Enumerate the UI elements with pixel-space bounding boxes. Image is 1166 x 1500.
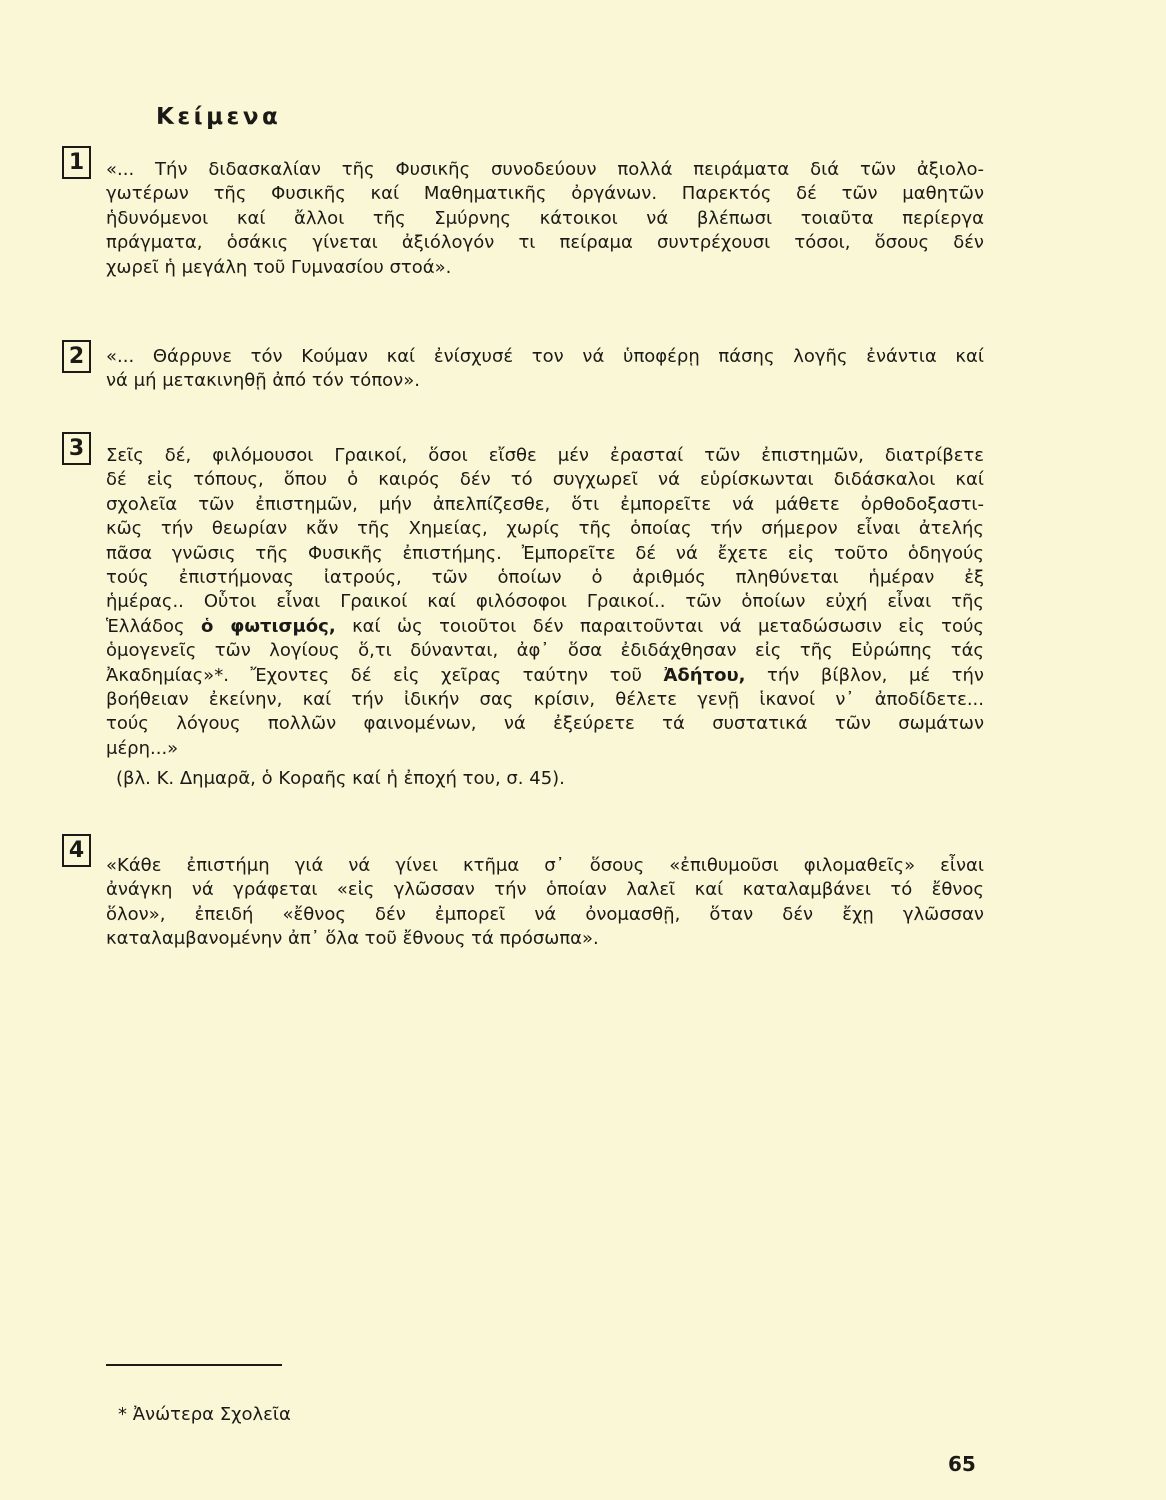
text-line: τούς ἐπιστήμονας ἰατρούς, τῶν ὁποίων ὁ ἀριθμός πληθύνεται ἡμέραν ἐξ (106, 567, 984, 589)
section-number-box-3: 3 (62, 432, 91, 465)
bold-phrase: Ἀδήτου, (663, 664, 746, 686)
text-line: καταλαμβανομένην ἀπ᾽ ὅλα τοῦ ἔθνους τά πρόσωπα». (106, 928, 599, 950)
citation: (βλ. Κ. Δημαρᾶ, ὁ Κοραῆς καί ἡ ἐποχή του, σ. 45). (116, 768, 565, 790)
text-line: ἀνάγκη νά γράφεται «εἰς γλῶσσαν τήν ὁποίαν λαλεῖ καί καταλαμβάνει τό ἔθνος (106, 879, 984, 901)
show-through-text (272, 300, 281, 333)
text-line: χωρεῖ ἡ μεγάλη τοῦ Γυμνασίου στοά». (106, 256, 452, 278)
text-block-4 (106, 854, 984, 952)
text-line: ἡμέρας.. Οὗτοι εἶναι Γραικοί καί φιλόσοφοι Γραικοί.. τῶν ὁποίων εὐχή εἶναι τῆς (106, 591, 984, 613)
bold-phrase: ὁ φωτισμός, (200, 615, 336, 637)
text-line: Σεῖς δέ, φιλόμουσοι Γραικοί, ὅσοι εἴσθε μέν ἐρασταί τῶν ἐπιστημῶν, διατρίβετε (106, 445, 984, 466)
text-line: δέ εἰς τόπους, ὅπου ὁ καιρός δέν τό συγχωρεῖ νά εὑρίσκωνται διδάσκαλοι καί (106, 469, 984, 491)
text-fragment: τήν βίβλον, μέ τήν (745, 664, 984, 686)
text-line: γωτέρων τῆς Φυσικῆς καί Μαθηματικῆς ὀργάνων. Παρεκτός δέ τῶν μαθητῶν (106, 183, 984, 205)
section-number-box-2: 2 (62, 340, 91, 373)
text-line (106, 615, 984, 639)
text-line: «Κάθε ἐπιστήμη γιά νά γίνει κτῆμα σ᾽ ὅσους «ἐπιθυμοῦσι φιλομαθεῖς» εἶναι (106, 855, 984, 876)
text-block-2 (106, 345, 984, 394)
text-line: μέρη...» (106, 737, 179, 759)
text-line: τούς λόγους πολλῶν φαινομένων, νά ἐξεύρετε τά συστατικά τῶν σωμάτων (106, 713, 984, 735)
text-fragment: Ἑλλάδος (106, 615, 201, 637)
text-line: ὅλον», ἐπειδή «ἔθνος δέν ἐμπορεῖ νά ὀνομασθῇ, ὅταν δέν ἔχῃ γλῶσσαν (106, 903, 984, 925)
footnote: * Ἀνώτερα Σχολεῖα (118, 1404, 291, 1425)
text-line (106, 664, 984, 688)
text-line: πᾶσα γνῶσις τῆς Φυσικῆς ἐπιστήμης. Ἐμπορεῖτε δέ νά ἔχετε εἰς τοῦτο ὁδηγούς (106, 542, 984, 564)
section-number-box-1: 1 (62, 146, 91, 179)
section-number-box-4: 4 (62, 834, 91, 867)
text-fragment: Ἀκαδημίας»*. Ἔχοντες δέ εἰς χεῖρας ταύτην τοῦ (106, 664, 664, 686)
text-line: πράγματα, ὁσάκις γίνεται ἀξιόλογόν τι πείραμα συντρέχουσι τόσοι, ὅσους δέν (106, 232, 984, 254)
text-block-1 (106, 158, 984, 280)
footnote-divider (106, 1364, 282, 1366)
text-line: «... Τήν διδασκαλίαν τῆς Φυσικῆς συνοδεύουν πολλά πειράματα διά τῶν ἀξιολο- (106, 159, 984, 180)
text-line: κῶς τήν θεωρίαν κἄν τῆς Χημείας, χωρίς τῆς ὁποίας τήν σήμερον εἶναι ἀτελής (106, 518, 984, 540)
text-line: ὁμογενεῖς τῶν λογίους ὅ,τι δύνανται, ἀφ᾽ ὅσα ἐδιδάχθησαν εἰς τῆς Εὐρώπης τάς (106, 640, 984, 662)
text-fragment: καί ὡς τοιοῦτοι δέν παραιτοῦνται νά μεταδώσωσιν εἰς τούς (335, 615, 984, 637)
text-line: «... Θάρρυνε τόν Κούμαν καί ἐνίσχυσέ τον νά ὑποφέρῃ πάσης λογῆς ἐνάντια καί (106, 346, 984, 367)
text-line: βοήθειαν ἐκείνην, καί τήν ἰδικήν σας κρίσιν, θέλετε γενῇ ἱκανοί ν᾽ ἀποδίδετε... (106, 689, 984, 711)
page-number: 65 (948, 1452, 976, 1476)
text-block-3 (106, 444, 984, 792)
section-title: Κείμενα (156, 104, 282, 130)
text-line: ἡδυνόμενοι καί ἄλλοι τῆς Σμύρνης κάτοικοι νά βλέπωσι τοιαῦτα περίεργα (106, 207, 984, 229)
text-line: νά μή μετακινηθῇ ἀπό τόν τόπον». (106, 370, 420, 392)
text-line: σχολεῖα τῶν ἐπιστημῶν, μήν ἀπελπίζεσθε, ὅτι ἐμπορεῖτε νά μάθετε ὀρθοδοξαστι- (106, 493, 984, 515)
